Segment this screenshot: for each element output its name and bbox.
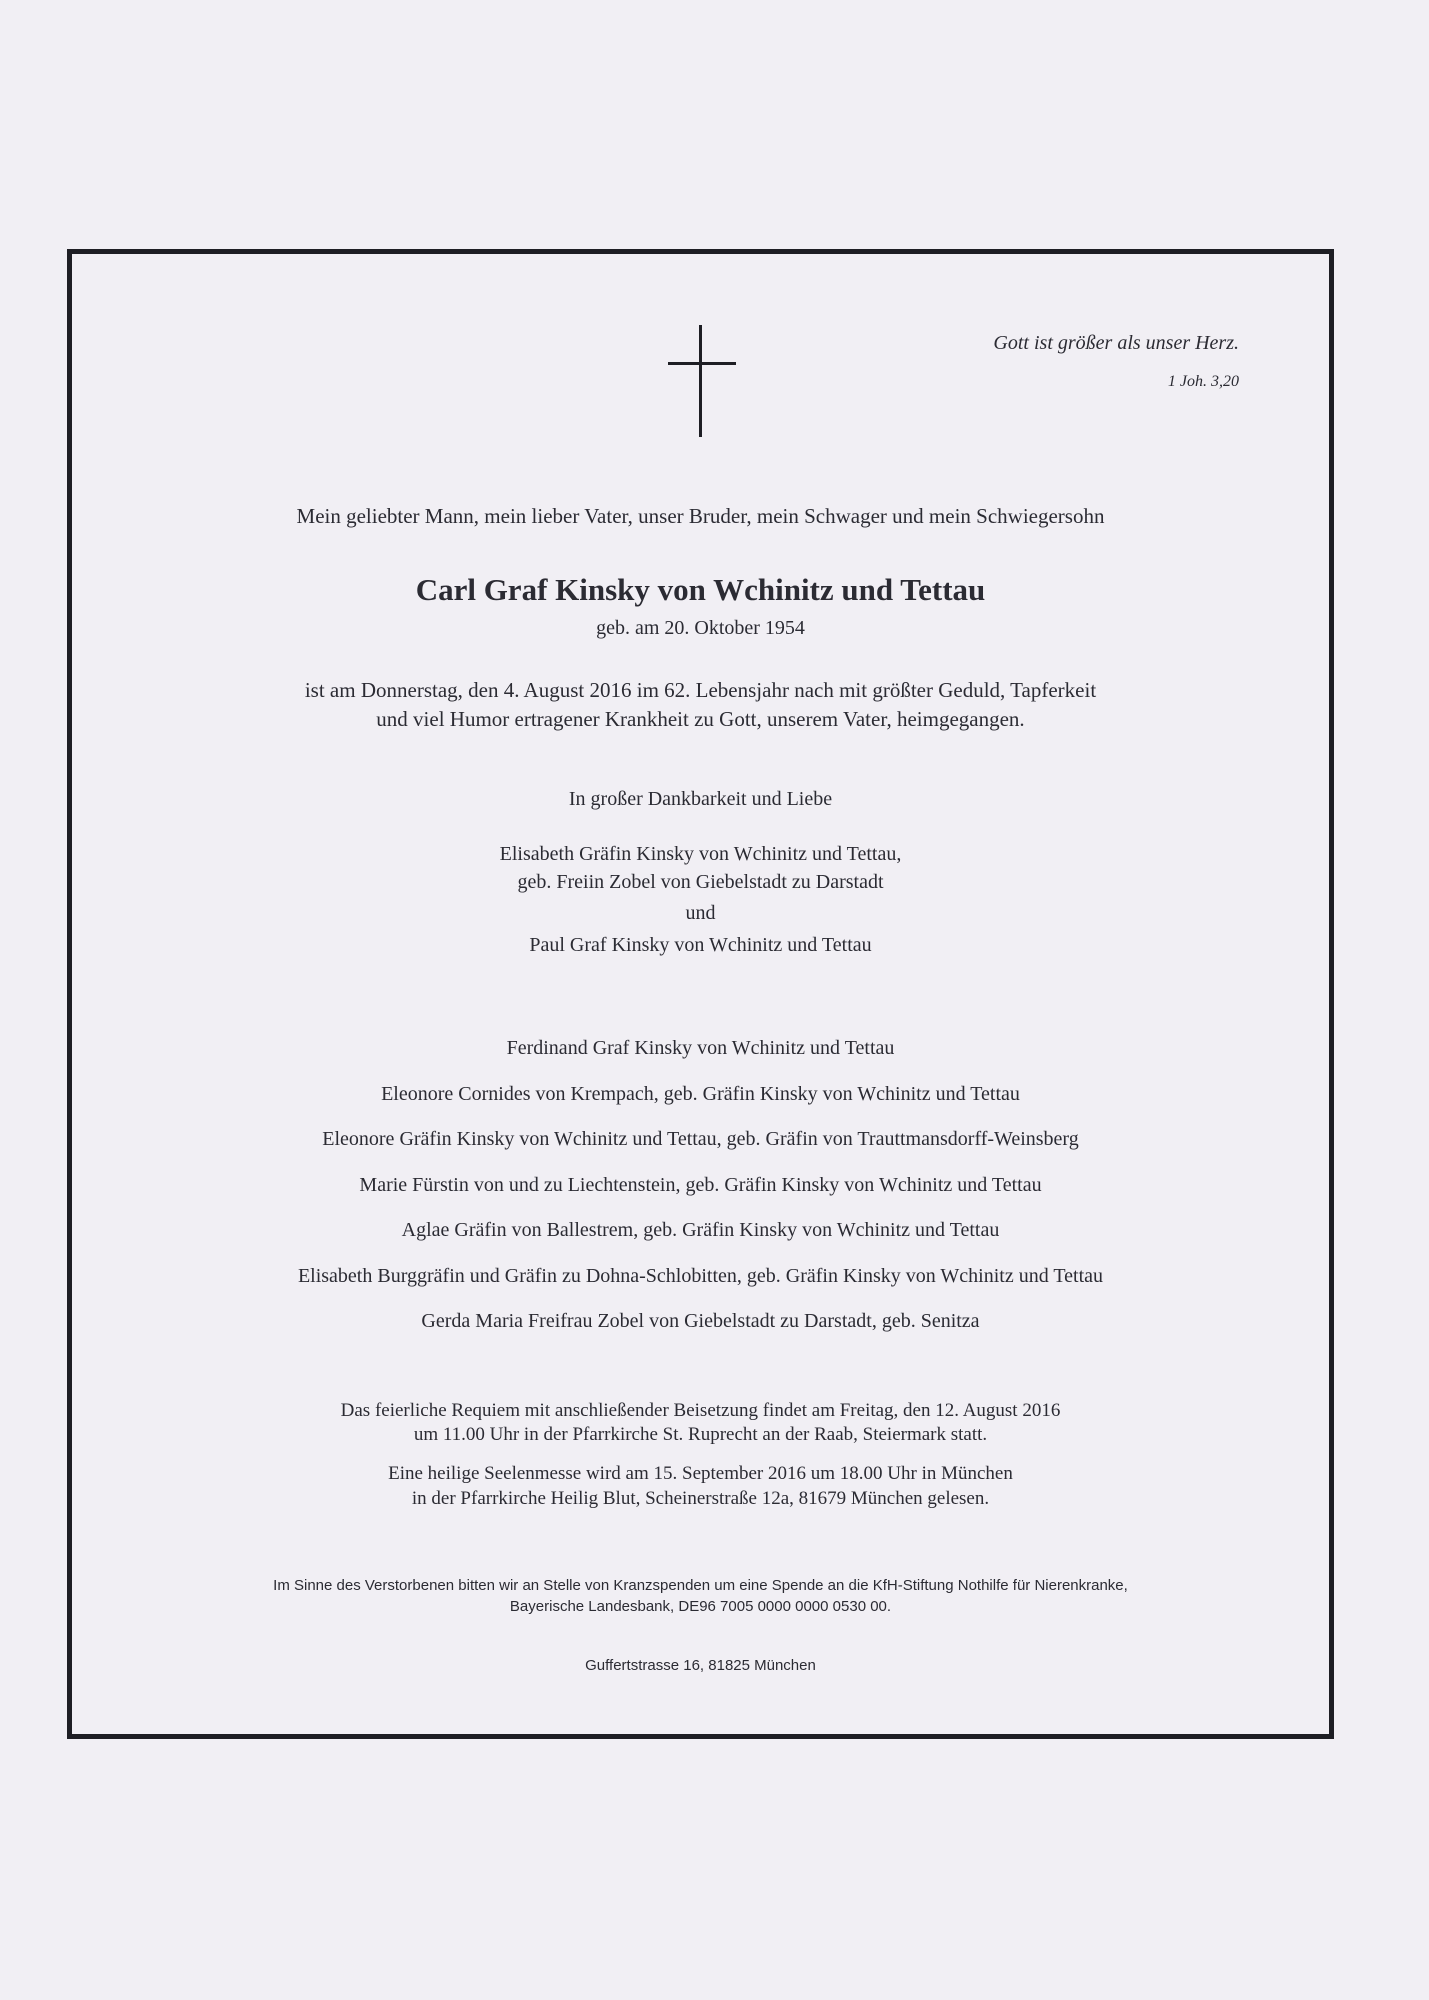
intro-line: Mein geliebter Mann, mein lieber Vater, unser Bruder, mein Schwager und mein Schwiegersohn — [296, 504, 1105, 528]
donation-line: Bayerische Landesbank, DE96 7005 0000 0000 0530 00. — [509, 1598, 892, 1615]
service-line: um 11.00 Uhr in der Pfarrkirche St. Ruprecht an der Raab, Steiermark statt. — [413, 1424, 988, 1445]
motto-quote: Gott ist größer als unser Herz. — [993, 332, 1239, 354]
announcement-line-1: ist am Donnerstag, den 4. August 2016 im 62. Lebensjahr nach mit größter Geduld, Tapferkeit — [304, 678, 1097, 702]
relative-line: Gerda Maria Freifrau Zobel von Giebelstadt zu Darstadt, geb. Senitza — [421, 1310, 980, 1332]
donation-line: Im Sinne des Verstorbenen bitten wir an Stelle von Kranzspenden um eine Spende an die KfH-Stiftung Nothilfe für Nierenkranke, — [273, 1577, 1128, 1594]
relative-line: Eleonore Cornides von Krempach, geb. Gräfin Kinsky von Wchinitz und Tettau — [381, 1083, 1020, 1105]
border-frame — [67, 249, 1334, 1739]
relative-line: Elisabeth Burggräfin und Gräfin zu Dohna-Schlobitten, geb. Gräfin Kinsky von Wchinitz und Tettau — [297, 1265, 1104, 1287]
motto-reference: 1 Joh. 3,20 — [1167, 373, 1239, 390]
relative-line: Aglae Gräfin von Ballestrem, geb. Gräfin Kinsky von Wchinitz und Tettau — [401, 1219, 1000, 1241]
family-close-line: Paul Graf Kinsky von Wchinitz und Tettau — [529, 934, 872, 956]
announcement-line-2: und viel Humor ertragener Krankheit zu Gott, unserem Vater, heimgegangen. — [376, 707, 1025, 731]
family-close-line: Elisabeth Gräfin Kinsky von Wchinitz und Tettau, — [499, 843, 902, 865]
gratitude-line: In großer Dankbarkeit und Liebe — [568, 788, 833, 810]
relative-line: Marie Fürstin von und zu Liechtenstein, geb. Gräfin Kinsky von Wchinitz und Tettau — [359, 1174, 1042, 1196]
relative-line: Ferdinand Graf Kinsky von Wchinitz und Tettau — [506, 1037, 895, 1059]
deceased-name: Carl Graf Kinsky von Wchinitz und Tettau — [415, 572, 986, 607]
relative-line: Eleonore Gräfin Kinsky von Wchinitz und Tettau, geb. Gräfin von Trauttmansdorff-Weinsberg — [322, 1128, 1079, 1150]
family-close-line: geb. Freiin Zobel von Giebelstadt zu Darstadt — [517, 871, 884, 893]
service-line: Das feierliche Requiem mit anschließender Beisetzung findet am Freitag, den 12. August 2016 — [340, 1400, 1061, 1421]
service-line: Eine heilige Seelenmesse wird am 15. September 2016 um 18.00 Uhr in München — [388, 1463, 1013, 1484]
family-close-line: und — [685, 902, 716, 924]
service-line: in der Pfarrkirche Heilig Blut, Scheinerstraße 12a, 81679 München gelesen. — [411, 1488, 990, 1509]
address-line: Guffertstrasse 16, 81825 München — [585, 1657, 816, 1674]
birth-date: geb. am 20. Oktober 1954 — [596, 617, 805, 639]
